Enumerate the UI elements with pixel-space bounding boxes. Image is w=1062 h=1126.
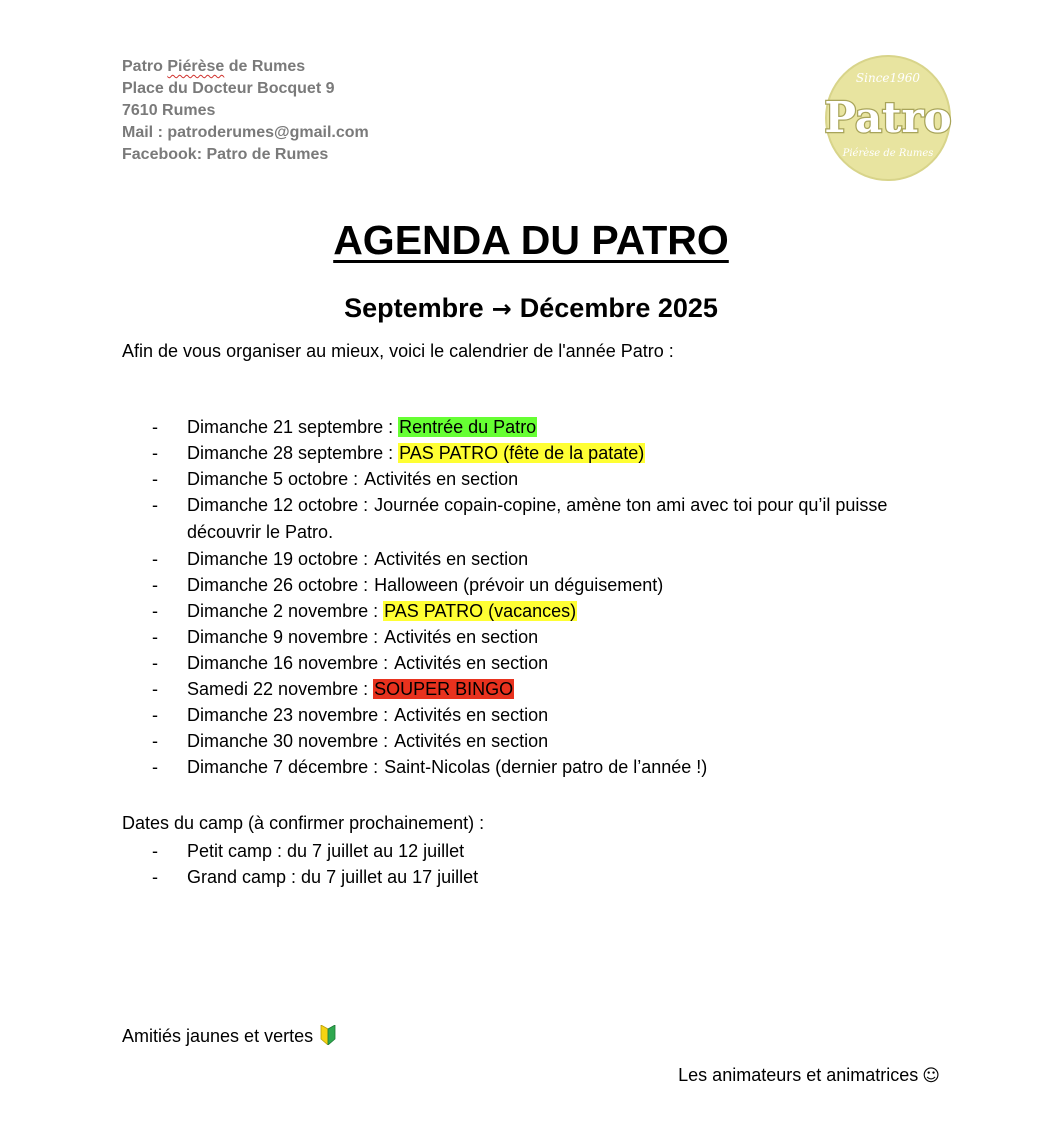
list-item: - Dimanche 30 novembre : Activités en section (152, 731, 549, 751)
arrow-right-icon: → (491, 295, 512, 323)
logo-since: Since1960 (855, 71, 921, 85)
closing-text: Amitiés jaunes et vertes (122, 1026, 314, 1046)
list-item: - Dimanche 23 novembre : Activités en section (152, 705, 549, 725)
camp-list (152, 838, 478, 890)
list-item: - Dimanche 21 septembre : Rentrée du Patro (152, 417, 537, 437)
org-name: Patro Piérèse de Rumes (122, 58, 306, 75)
org-facebook: Facebook: Patro de Rumes (122, 146, 329, 163)
org-mail: Mail : patroderumes@gmail.com (122, 124, 369, 141)
list-item: - Dimanche 28 septembre : PAS PATRO (fête de la patate) (152, 443, 645, 463)
list-item: - Dimanche 7 décembre : Saint-Nicolas (dernier patro de l’année !) (152, 757, 708, 777)
intro-text: Afin de vous organiser au mieux, voici le calendrier de l'année Patro : (122, 341, 674, 361)
signature (678, 1062, 940, 1089)
list-item: - Dimanche 12 octobre : Journée copain-copine, amène ton ami avec toi pour qu’il puisse découvrir le Patro. (152, 495, 888, 542)
spellcheck-word: Piérèse (167, 58, 225, 75)
list-item: - Grand camp : du 7 juillet au 17 juillet (152, 867, 479, 887)
list-item: - Dimanche 16 novembre : Activités en section (152, 653, 549, 673)
list-item: - Samedi 22 novembre : SOUPER BINGO (152, 679, 514, 699)
list-item: - Dimanche 2 novembre : PAS PATRO (vacances) (152, 601, 577, 621)
list-item: - Dimanche 9 novembre : Activités en section (152, 627, 539, 647)
signature-text: Les animateurs et animatrices (678, 1065, 919, 1085)
smiley-icon: ☺ (922, 1066, 940, 1086)
logo-name: Patro (824, 93, 952, 142)
organization-header (122, 56, 369, 166)
list-item: - Dimanche 19 octobre : Activités en section (152, 549, 529, 569)
org-city: 7610 Rumes (122, 102, 216, 119)
beginner-leaf-icon (319, 1025, 337, 1045)
page-title: AGENDA DU PATRO (333, 217, 729, 263)
subtitle-start: Septembre (344, 293, 484, 323)
list-item: - Dimanche 26 octobre : Halloween (prévoir un déguisement) (152, 575, 664, 595)
agenda-list (152, 414, 922, 780)
logo-tagline: Piérèse de Rumes (842, 148, 934, 159)
patro-logo (812, 54, 962, 184)
list-item: - Dimanche 5 octobre : Activités en section (152, 469, 519, 489)
page-subtitle (0, 290, 1062, 327)
subtitle-end: Décembre 2025 (519, 293, 718, 323)
org-address: Place du Docteur Bocquet 9 (122, 80, 335, 97)
closing-line (122, 1022, 337, 1050)
list-item: - Petit camp : du 7 juillet au 12 juillet (152, 841, 465, 861)
camp-title: Dates du camp (à confirmer prochainement) : (122, 813, 485, 833)
